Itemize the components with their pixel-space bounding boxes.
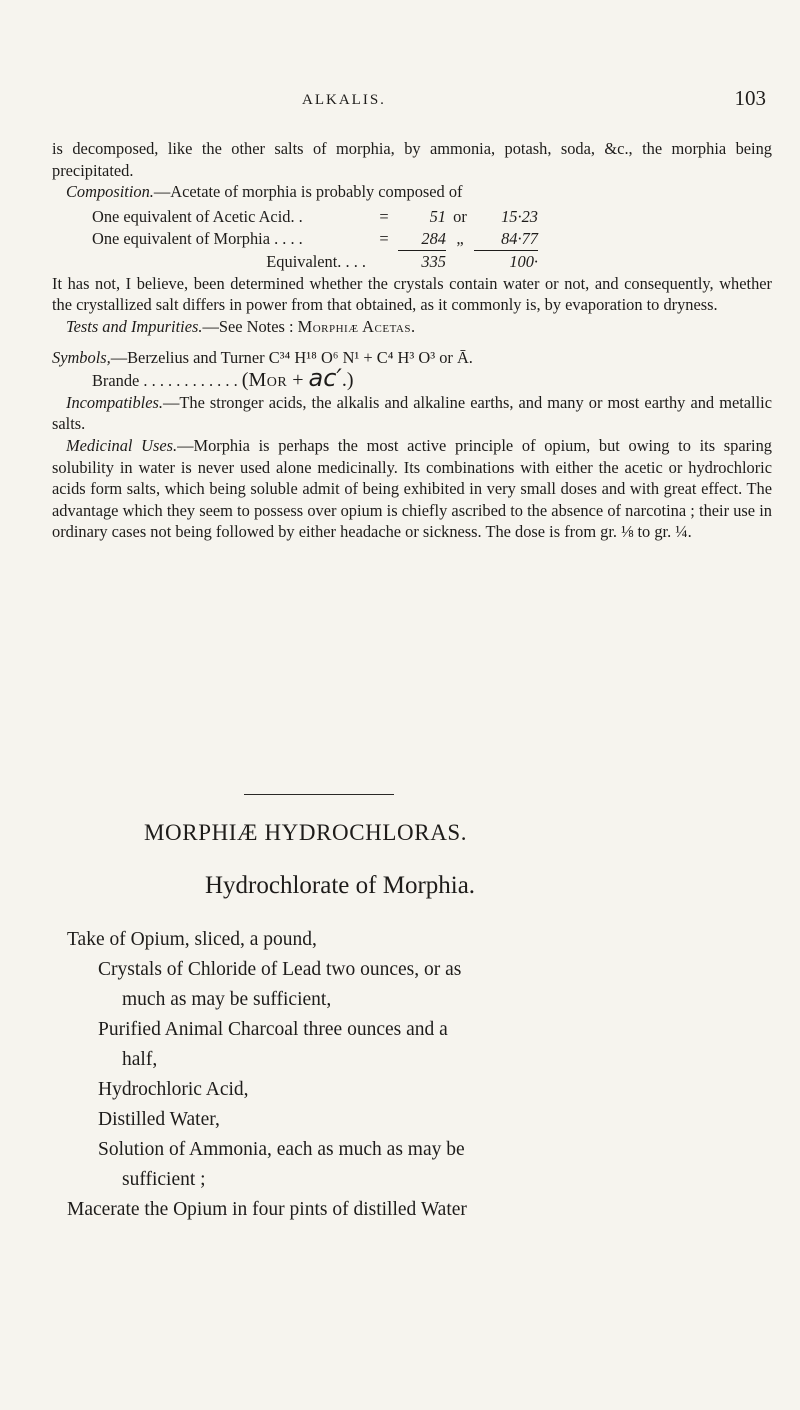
brande-label: Brande . . . . . . . . . . . . — [92, 371, 238, 391]
composition-separator: or — [453, 206, 467, 226]
formula-mor: Mor — [248, 369, 288, 392]
recipe-intro: Take of Opium, sliced, a pound, — [67, 929, 317, 950]
recipe-line: Distilled Water, — [98, 1109, 220, 1130]
brande-line — [92, 364, 772, 393]
running-title: ALKALIS. — [302, 92, 386, 108]
formula-close: .) — [341, 369, 354, 392]
composition-equals: = — [379, 206, 389, 226]
composition-table — [92, 206, 538, 273]
recipe-line: half, — [122, 1049, 158, 1070]
composition-row — [92, 228, 538, 251]
tests-text: —See Notes : — [202, 316, 294, 336]
section-title-latin: MORPHIÆ HYDROCHLORAS. — [144, 820, 468, 845]
symbols-text: —Berzelius and Turner — [110, 347, 265, 367]
formula-open: ( — [241, 369, 249, 392]
composition-separator: „ — [456, 229, 464, 249]
composition-total-row — [92, 250, 538, 273]
paragraph-decomposition: is decomposed, like the other salts of morphia, by ammonia, potash, soda, &c., the morphia being precipitated. — [52, 139, 772, 180]
composition-total-percent: 100· — [474, 250, 538, 273]
composition-value-percent: 84·77 — [501, 228, 538, 248]
composition-total-equiv: 335 — [398, 250, 446, 273]
composition-row — [92, 206, 538, 228]
recipe-closing: Macerate the Opium in four pints of distilled Water — [67, 1199, 467, 1220]
recipe-line: Crystals of Chloride of Lead two ounces, or as — [98, 959, 462, 980]
medicinal-uses-text: —Morphia is perhaps the most active principle of opium, but owing to its sparing solubility in water is never used alone medicinally. Its combinations with either the acetic or hydrochloric acids form salts, which being soluble admit of being exhibited in very small doses and with great effect. The advantage which they seem to possess over opium is chiefly ascribed to the absence of narcotina ; their use in ordinary cases not being followed by either headache or sickness. The dose is from gr. ⅛ to gr. ¼. — [52, 435, 772, 542]
symbols-label: Symbols, — [52, 347, 111, 367]
composition-value-equiv: 284 — [421, 228, 446, 248]
recipe-line: Solution of Ammonia, each as much as may be — [98, 1139, 465, 1160]
tests-reference: Morphiæ Acetas. — [297, 316, 416, 336]
composition-value-equiv: 51 — [429, 206, 446, 226]
running-head — [52, 84, 772, 114]
medicinal-uses-label: Medicinal Uses. — [66, 435, 178, 455]
composition-label: Composition. — [66, 182, 154, 202]
formula-plus: + — [287, 369, 309, 392]
composition-item-name: One equivalent of Acetic Acid. . — [92, 206, 303, 226]
paragraph-composition — [52, 181, 772, 203]
incompatibles-text: —The stronger acids, the alkalis and alkaline earths, and many or most earthy and metallic salts. — [52, 392, 772, 434]
formula-ac: ac′ — [308, 364, 342, 393]
paragraph-tests — [52, 316, 772, 338]
tests-label: Tests and Impurities. — [66, 316, 203, 336]
composition-value-percent: 15·23 — [501, 206, 538, 226]
recipe-line: much as may be sufficient, — [122, 989, 332, 1010]
composition-text: —Acetate of morphia is probably composed of — [153, 182, 463, 202]
brande-formula — [241, 364, 354, 393]
paragraph-symbols — [52, 347, 772, 369]
section-title-english: Hydrochlorate of Morphia. — [205, 872, 476, 899]
recipe-line: Hydrochloric Acid, — [98, 1079, 249, 1100]
incompatibles-label: Incompatibles. — [66, 392, 163, 412]
symbols-formula: C³⁴ H¹⁸ O⁶ N¹ + C⁴ H³ O³ or Ā. — [268, 347, 473, 367]
paragraph-medicinal-uses — [52, 435, 772, 543]
section-divider — [244, 794, 394, 795]
recipe — [52, 925, 772, 1225]
recipe-line: sufficient ; — [122, 1169, 206, 1190]
main-text — [52, 138, 772, 543]
recipe-line: Purified Animal Charcoal three ounces and a — [98, 1019, 448, 1040]
page-number: 103 — [734, 86, 766, 110]
composition-equals: = — [379, 229, 389, 249]
paragraph-crystals: It has not, I believe, been determined whether the crystals contain water or not, and consequently, whether the crystallized salt differs in power from that obtained, as it commonly is, by evaporation to dryness. — [52, 273, 772, 315]
composition-item-name: One equivalent of Morphia . . . . — [92, 229, 303, 249]
composition-total-label: Equivalent. . . . — [266, 251, 366, 271]
paragraph-incompatibles — [52, 392, 772, 435]
